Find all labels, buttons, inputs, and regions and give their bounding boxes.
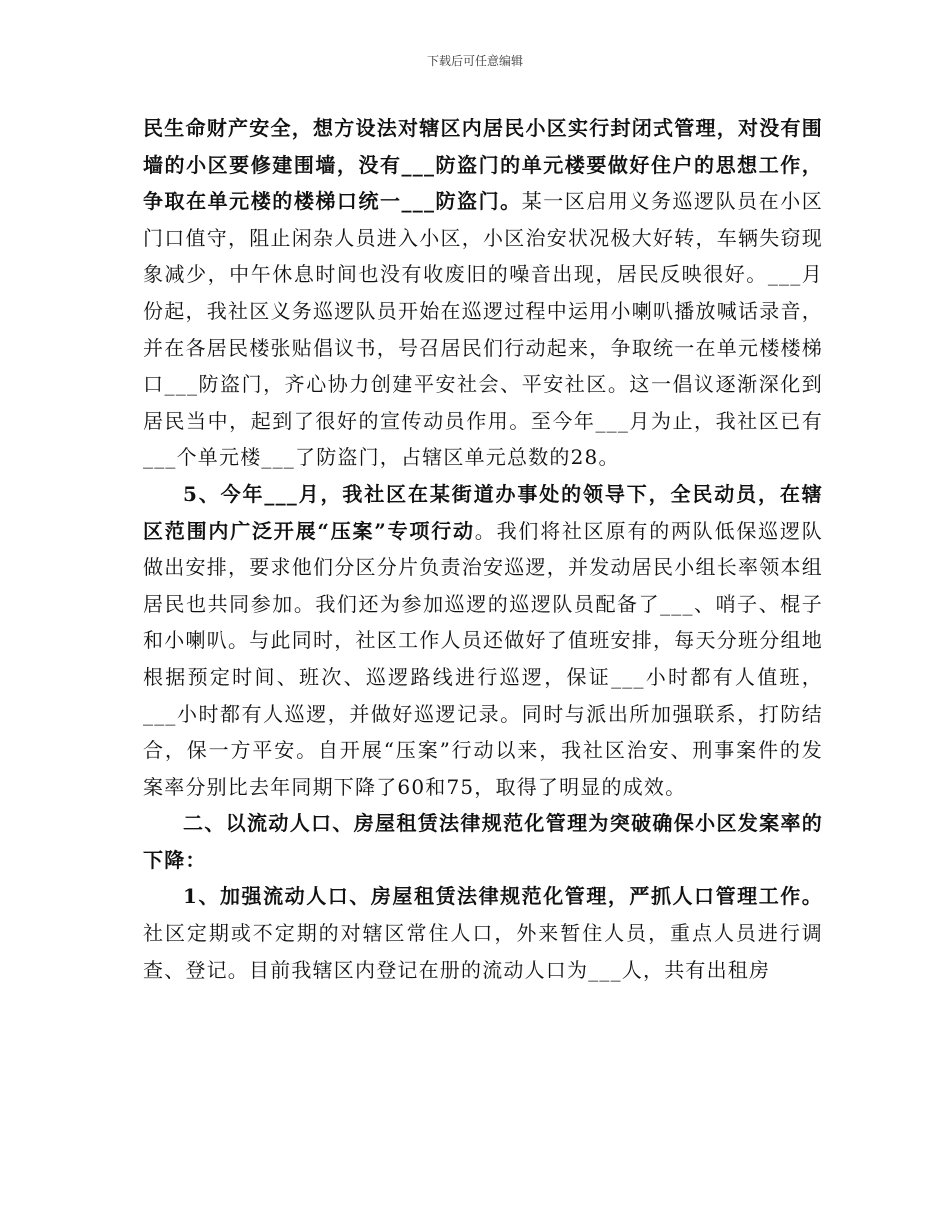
paragraph-2-text: 。我们将社区原有的两队低保巡逻队做出安排，要求他们分区分片负责治安巡逻，并发动居民小组长率领本组居民也共同参加。我们还为参加巡逻的巡逻队员配备了___、哨子、棍子和小喇叭。与此同时，社区工作人员还做好了值班安排，每天分班分组地根据预定时间、班次、巡逻路线进行巡逻，保证___小时都有人值班，___小时都有人巡逻，并做好巡逻记录。同时与派出所加强联系，打防结合，保一方平安。自开展“压案”行动以来，我社区治安、刑事案件的发案率分别比去年同期下降了60和75，取得了明显的成效。 [143, 518, 823, 799]
paragraph-1 [143, 110, 823, 476]
paragraph-3-bold: 1、加强流动人口、房屋租赁法律规范化管理，严抓人口管理工作。 [183, 884, 823, 909]
paragraph-2-bold: 5、今年___月，我社区在某街道办事处的领导下，全民动员，在辖区范围内广泛开展“压案”专项行动 [143, 481, 823, 543]
page-header: 下载后可任意编辑 [426, 54, 523, 68]
paragraph-3 [143, 878, 823, 988]
paragraph-1-bold: 民生命财产安全，想方设法对辖区内居民小区实行封闭式管理，对没有围墙的小区要修建围墙，没有___防盗门的单元楼要做好住户的思想工作，争取在单元楼的楼梯口统一___防盗门。 [143, 116, 823, 214]
paragraph-3-text: 社区定期或不定期的对辖区常住人口，外来暂住人员，重点人员进行调查、登记。目前我辖区内登记在册的流动人口为___人，共有出租房 [143, 921, 823, 982]
section-heading-2-bold: 二、以流动人口、房屋租赁法律规范化管理为突破确保小区发案率的下降： [143, 811, 823, 872]
paragraph-1-text: 某一区启用义务巡逻队员在小区门口值守，阻止闲杂人员进入小区，小区治安状况极大好转，车辆失窃现象减少，中午休息时间也没有收废旧的噪音出现，居民反映很好。___月份起，我社区义务巡逻队员开始在巡逻过程中运用小喇叭播放喊话录音，并在各居民楼张贴倡议书，号召居民们行动起来，争取统一在单元楼楼梯口___防盗门，齐心协力创建平安社会、平安社区。这一倡议逐渐深化到居民当中，起到了很好的宣传动员作用。至今年___月为止，我社区已有___个单元楼___了防盗门，占辖区单元总数的28。 [143, 189, 823, 470]
paragraph-2 [143, 476, 823, 805]
section-heading-2 [143, 805, 823, 878]
document-body [143, 110, 823, 988]
